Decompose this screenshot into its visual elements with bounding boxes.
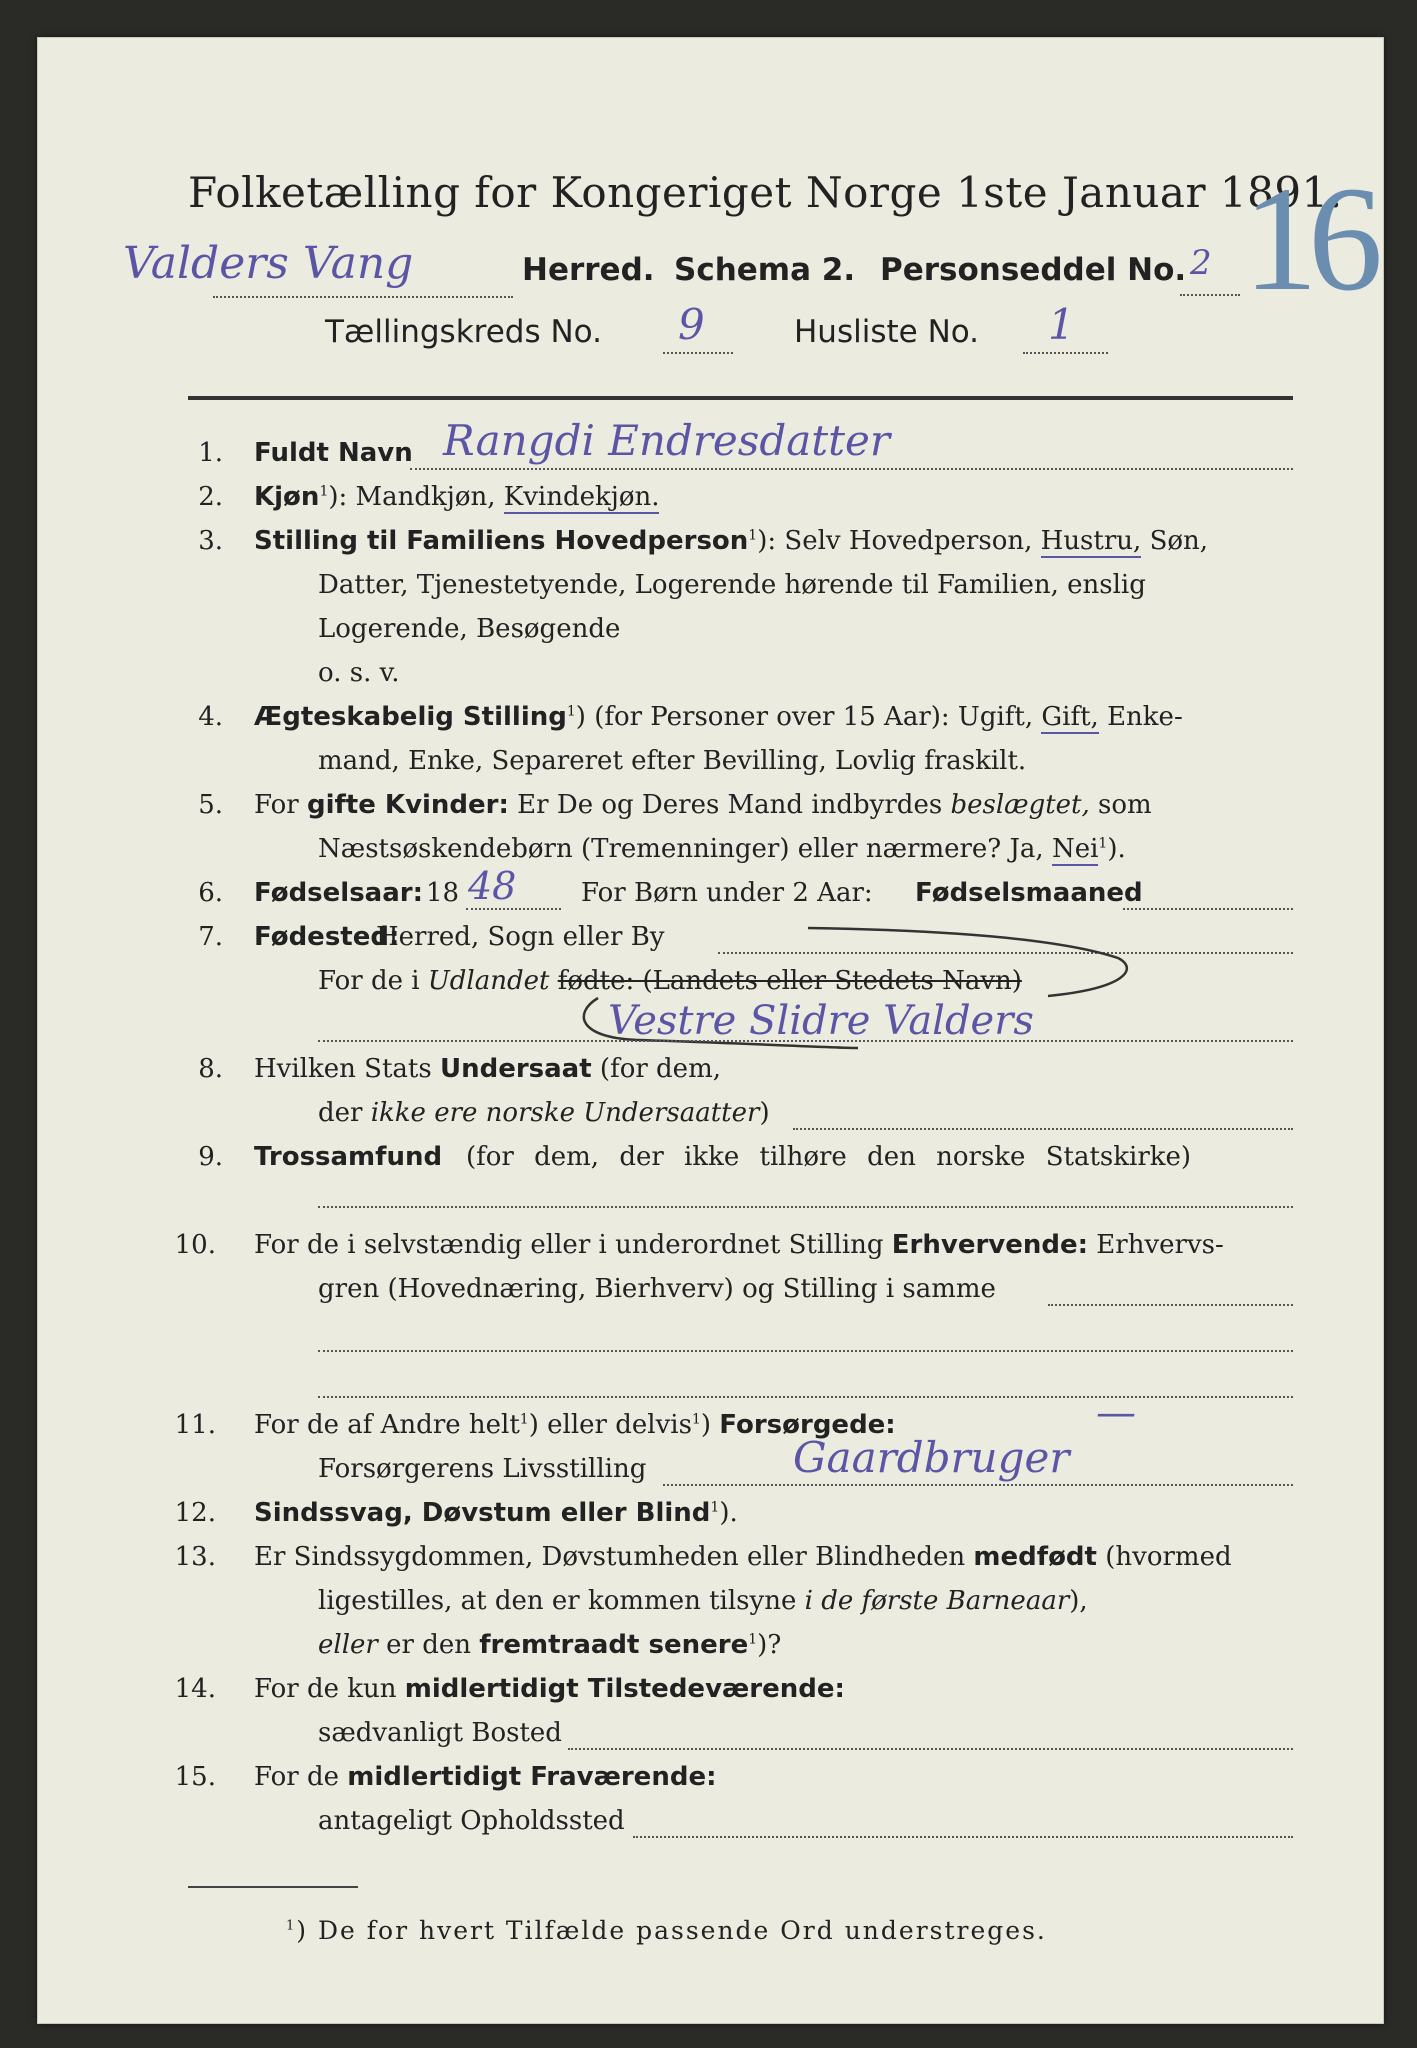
- q11-line1-b: ) eller delvis: [528, 1410, 692, 1440]
- kreds-number: 9: [678, 300, 705, 349]
- q8-line2-italic: ikke ere norske Undersaatter: [370, 1098, 760, 1128]
- q4-line2: mand, Enke, Separeret efter Bevilling, Lovlig fraskilt.: [318, 746, 1027, 776]
- q7-dotted-line2: [318, 1040, 1293, 1042]
- q3-rest: ): Selv Hovedperson,: [757, 526, 1033, 556]
- q3-option-hustru: Hustru,: [1040, 526, 1142, 556]
- q1-label: Fuldt Navn: [254, 438, 413, 468]
- q4-label: Ægteskabelig Stilling: [254, 702, 567, 732]
- kreds-label: Tællingskreds No.: [325, 314, 602, 350]
- q5-lead: For: [254, 790, 299, 820]
- q8-dotted-line: [793, 1128, 1293, 1130]
- q8-line2: der ikke ere norske Undersaatter): [318, 1098, 770, 1128]
- q13-number: 13.: [174, 1542, 216, 1572]
- q7-line2-a: For de i: [318, 966, 420, 996]
- district-handwritten: Valders Vang: [123, 238, 414, 289]
- q11-answer2: Gaardbruger: [793, 1433, 1070, 1482]
- q15-lead: For de: [254, 1762, 339, 1792]
- q10-line1-b: Erhvervs-: [1096, 1230, 1224, 1260]
- q11-line1-a: For de af Andre helt: [254, 1410, 520, 1440]
- q10-dotted-line2: [318, 1350, 1293, 1352]
- q6-label2: Fødselsmaaned: [915, 878, 1143, 908]
- q12-label: Sindssvag, Døvstum eller Blind: [254, 1498, 711, 1528]
- q4-line1: Ægteskabelig Stilling$^1$) (for Personer over 15 Aar): Ugift, Gift, Enke-: [254, 702, 1183, 732]
- q3-line4: o. s. v.: [318, 658, 400, 688]
- q10-line1: [254, 1230, 1224, 1260]
- q5-line2-text: Næstsøskendebørn (Tremenninger) eller nærmere? Ja,: [318, 834, 1044, 864]
- q12-rest: ).: [719, 1498, 738, 1528]
- q14-dotted-line: [568, 1748, 1293, 1750]
- q10-dotted-line3: [318, 1396, 1293, 1398]
- q9-rest: (for dem, der ikke tilhøre den norske Statskirke): [466, 1142, 1192, 1172]
- q15-line1: [254, 1762, 716, 1792]
- q13-line1-b: (hvormed: [1105, 1542, 1232, 1572]
- q13-line1: [254, 1542, 1232, 1572]
- herred-label: Herred.: [522, 252, 655, 288]
- q3-number: 3.: [198, 526, 223, 556]
- husliste-label: Husliste No.: [794, 314, 980, 350]
- q15-label: midlertidigt Fraværende:: [347, 1762, 717, 1792]
- q11-answer1: —: [1096, 1390, 1136, 1436]
- q14-line2: sædvanligt Bosted: [318, 1718, 562, 1748]
- q6-prefix: 18: [426, 878, 460, 908]
- q10-label: Erhvervende:: [891, 1230, 1089, 1260]
- q3-line2: Datter, Tjenestetyende, Logerende hørende til Familien, enslig: [318, 570, 1146, 600]
- q6-rest: For Børn under 2 Aar:: [581, 878, 873, 908]
- q11-number: 11.: [174, 1410, 216, 1440]
- schema-label: Schema 2.: [674, 252, 856, 288]
- q9-dotted-line: [318, 1206, 1293, 1208]
- q9-label: Trossamfund: [254, 1142, 443, 1172]
- q4-number: 4.: [198, 702, 223, 732]
- q14-label: midlertidigt Tilstedeværende:: [404, 1674, 845, 1704]
- q7-line2-b: fødte: (Landets eller Stedets Navn): [557, 966, 1022, 996]
- q14-number: 14.: [174, 1674, 216, 1704]
- q4-option-gift: Gift,: [1041, 702, 1099, 732]
- q5-line2-end: ).: [1107, 834, 1126, 864]
- q8-line2-a: der: [318, 1098, 363, 1128]
- q13-line3-italic: eller: [318, 1630, 378, 1660]
- q13-line3-b: )?: [757, 1630, 782, 1660]
- q10-line2: gren (Hovednæring, Bierhverv) og Stilling i samme: [318, 1274, 996, 1304]
- q8-line1-a: Hvilken Stats: [254, 1054, 432, 1084]
- personseddel-label: Personseddel No.: [880, 252, 1187, 288]
- q12-line: Sindssvag, Døvstum eller Blind$^1$).: [254, 1498, 738, 1528]
- q3-label: Stilling til Familiens Hovedperson: [254, 526, 749, 556]
- q14-lead: For de kun: [254, 1674, 397, 1704]
- q7-answer: Vestre Slidre Valders: [608, 998, 1034, 1044]
- q13-label2: fremtraadt senere: [479, 1630, 749, 1660]
- q7-rest: Herred, Sogn eller By: [376, 922, 665, 952]
- q15-number: 15.: [174, 1762, 216, 1792]
- census-form-page: [37, 37, 1384, 2024]
- q6-number: 6.: [198, 878, 223, 908]
- q7-number: 7.: [198, 922, 223, 952]
- q13-line3-a: er den: [386, 1630, 471, 1660]
- q11-line1-c: ): [700, 1410, 711, 1440]
- margin-number: 16: [1243, 156, 1373, 322]
- q13-label: medfødt: [973, 1542, 1097, 1572]
- q2-label: Kjøn: [254, 482, 320, 512]
- q8-number: 8.: [198, 1054, 223, 1084]
- q2-rest: ): Mandkjøn,: [328, 482, 496, 512]
- q5-rest: Er De og Deres Mand indbyrdes: [517, 790, 943, 820]
- q2-number: 2.: [198, 482, 223, 512]
- footnote-sup: 1: [286, 1918, 297, 1934]
- q8-line1: [254, 1054, 721, 1084]
- q12-number: 12.: [174, 1498, 216, 1528]
- q10-number: 10.: [174, 1230, 216, 1260]
- q5-line2: Næstsøskendebørn (Tremenninger) eller nærmere? Ja, Nei$^1$).: [318, 834, 1126, 864]
- q7-label: Fødested:: [254, 922, 400, 952]
- q13-line2: [318, 1586, 1088, 1616]
- husliste-number: 1: [1048, 300, 1075, 349]
- q3-line3: Logerende, Besøgende: [318, 614, 621, 644]
- q11-label: Forsørgede:: [719, 1410, 896, 1440]
- q11-line2: Forsørgerens Livsstilling: [318, 1454, 647, 1484]
- q15-line2: antageligt Opholdssted: [318, 1806, 625, 1836]
- q15-dotted-line: [633, 1836, 1293, 1838]
- q13-line2-a: ligestilles, at den er kommen tilsyne: [318, 1586, 797, 1616]
- footnote: [286, 1916, 1047, 1945]
- q1-number: 1.: [198, 438, 223, 468]
- q10-line1-a: For de i selvstændig eller i underordnet Stilling: [254, 1230, 884, 1260]
- form-title: Folketælling for Kongeriget Norge 1ste Januar 1891.: [188, 168, 1343, 217]
- q6-answer: 48: [468, 864, 517, 908]
- q1-answer: Rangdi Endresdatter: [443, 416, 890, 465]
- q5-label: gifte Kvinder:: [306, 790, 509, 820]
- q11-line1: For de af Andre helt$^1$) eller delvis$^1$) Forsørgede:: [254, 1410, 896, 1440]
- q13-line2-italic: i de første Barneaar: [804, 1586, 1070, 1616]
- q13-line3: eller er den fremtraadt senere$^1$)?: [318, 1630, 782, 1660]
- q5-number: 5.: [198, 790, 223, 820]
- q4-rest: ) (for Personer over 15 Aar): Ugift,: [575, 702, 1034, 732]
- q8-line1-b: (for dem,: [599, 1054, 721, 1084]
- footnote-rule: [188, 1886, 358, 1888]
- q13-line1-a: Er Sindssygdommen, Døvstumheden eller Blindheden: [254, 1542, 966, 1572]
- q5-option-nei: Nei: [1051, 834, 1099, 864]
- q5-italic: beslægtet,: [950, 790, 1090, 820]
- q11-dotted-line: [663, 1484, 1293, 1486]
- q4-end: Enke-: [1107, 702, 1183, 732]
- personseddel-number: 2: [1190, 243, 1212, 283]
- footnote-text: ) De for hvert Tilfælde passende Ord understreges.: [296, 1916, 1047, 1945]
- q10-dotted-line1: [1048, 1304, 1293, 1306]
- q2-sup: 1: [319, 483, 329, 500]
- q8-label: Undersaat: [439, 1054, 592, 1084]
- q13-line2-b: ),: [1069, 1586, 1088, 1616]
- q14-line1: [254, 1674, 845, 1704]
- q7-line2-italic: Udlandet: [427, 966, 550, 996]
- q9-number: 9.: [198, 1142, 223, 1172]
- q6-label: Fødselsaar:: [254, 878, 423, 908]
- q3-line1: Stilling til Familiens Hovedperson$^1$): Selv Hovedperson, Hustru, Søn,: [254, 526, 1209, 556]
- q2-option-kvindekjon: Kvindekjøn.: [503, 482, 660, 512]
- q5-end: som: [1098, 790, 1152, 820]
- q3-end: Søn,: [1149, 526, 1209, 556]
